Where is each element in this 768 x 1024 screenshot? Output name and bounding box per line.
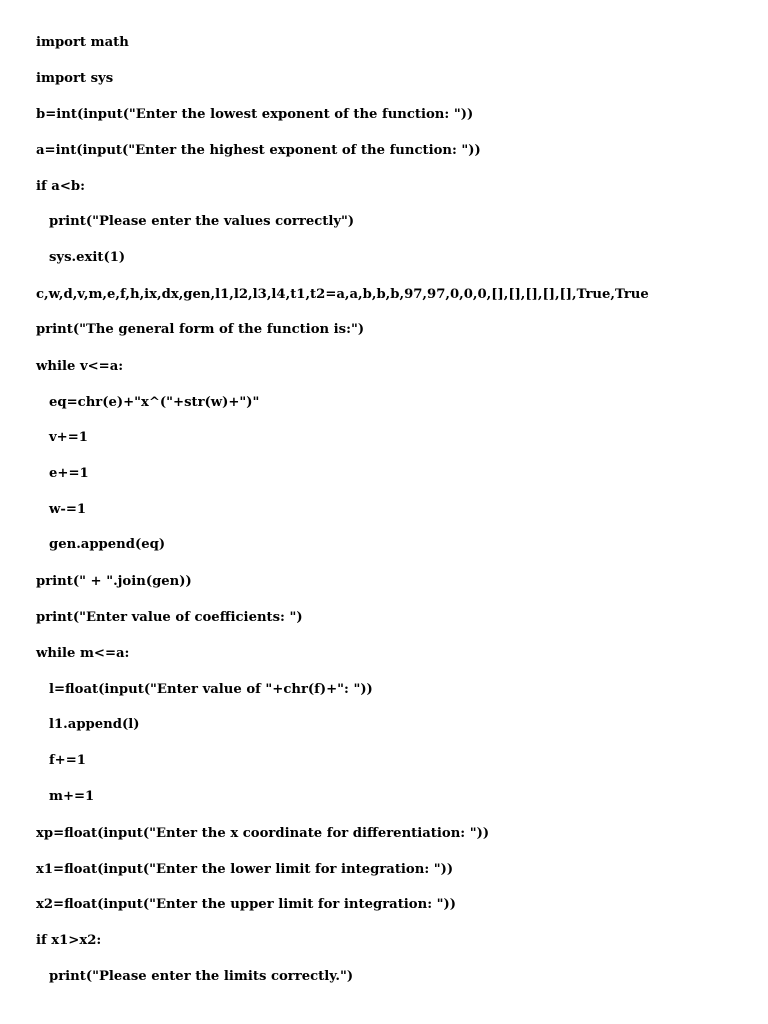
code-line-7: sys.exit(1) <box>49 250 126 265</box>
code-line-20: l1.append(l) <box>49 717 140 732</box>
code-line-8: c,w,d,v,m,e,f,h,ix,dx,gen,l1,l2,l3,l4,t1,t2=a,a,b,b,b,97,97,0,0,0,[],[],[],[],[],True,True <box>36 287 649 302</box>
code-line-9: print("The general form of the function is:") <box>36 322 365 337</box>
code-line-25: x2=float(input("Enter the upper limit for integration: ")) <box>36 897 456 912</box>
code-line-19: l=float(input("Enter value of "+chr(f)+": ")) <box>49 682 373 697</box>
code-line-21: f+=1 <box>49 753 86 768</box>
code-line-17: print("Enter value of coefficients: ") <box>36 610 303 625</box>
code-line-4: a=int(input("Enter the highest exponent of the function: ")) <box>36 143 481 158</box>
code-line-22: m+=1 <box>49 789 95 804</box>
code-line-5: if a<b: <box>36 179 85 194</box>
code-line-12: v+=1 <box>49 430 88 445</box>
code-line-11: eq=chr(e)+"x^("+str(w)+")" <box>49 395 260 410</box>
code-line-3: b=int(input("Enter the lowest exponent of the function: ")) <box>36 107 474 122</box>
code-line-26: if x1>x2: <box>36 933 102 948</box>
code-line-24: x1=float(input("Enter the lower limit for integration: ")) <box>36 862 454 877</box>
code-line-6: print("Please enter the values correctly") <box>49 214 355 229</box>
code-line-14: w-=1 <box>49 502 87 517</box>
code-line-23: xp=float(input("Enter the x coordinate for differentiation: ")) <box>36 826 490 841</box>
code-line-16: print(" + ".join(gen)) <box>36 574 192 589</box>
code-line-18: while m<=a: <box>36 646 130 661</box>
code-line-27: print("Please enter the limits correctly.") <box>49 969 354 984</box>
code-line-2: import sys <box>36 71 114 86</box>
code-line-1: import math <box>36 35 129 50</box>
code-line-13: e+=1 <box>49 466 89 481</box>
code-line-10: while v<=a: <box>36 359 124 374</box>
code-line-15: gen.append(eq) <box>49 537 166 552</box>
